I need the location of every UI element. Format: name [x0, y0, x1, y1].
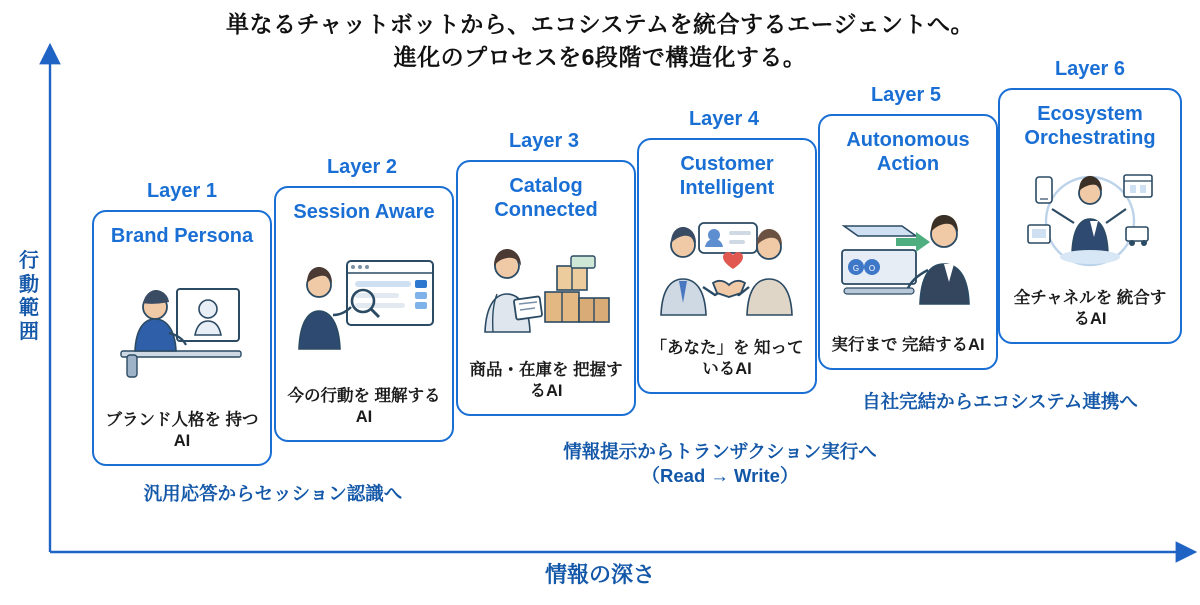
layer-3-caption-line-1: 商品・在庫を: [469, 361, 569, 380]
layer-4-title-line-1: Customer: [680, 153, 774, 175]
layer-2-illustration: [276, 224, 452, 386]
transition-note-1-line-1: 汎用応答からセッション認識へ: [143, 483, 403, 504]
y-axis-char-3: 範: [19, 297, 39, 320]
layer-1-title-line-2: Persona: [174, 225, 254, 247]
layer-2-caption-line-1: 今の行動を: [287, 387, 370, 406]
svg-text:O: O: [868, 264, 876, 273]
layer-6-illustration: [1000, 151, 1180, 289]
layer-4-title-line-2: Intelligent: [679, 177, 775, 200]
layer-5-tag: Layer 5: [870, 84, 942, 106]
layer-6-tag: Layer 6: [1054, 58, 1126, 80]
y-axis-char-4: 囲: [19, 320, 39, 343]
layer-1-tag: Layer 1: [146, 180, 218, 202]
layer-5-caption-line-2: 完結するAI: [902, 336, 985, 355]
layer-1-title-line-1: Brand: [110, 225, 169, 247]
layer-2-title-line-1: Session: [293, 201, 371, 223]
title-line-1: 単なるチャットボットから、エコシステムを統合するエージェントへ。: [225, 11, 975, 37]
layer-6-caption-line-1: 全チャネルを: [1013, 289, 1113, 308]
layer-3-title-line-2: Connected: [494, 199, 598, 222]
person-with-conveyor-belt-icon: [832, 204, 984, 308]
layer-2-title-line-2: Aware: [374, 201, 435, 223]
layer-2-caption: [276, 386, 452, 440]
layer-4-tag: Layer 4: [688, 108, 760, 130]
layer-6-caption: [1000, 288, 1180, 342]
layer-1-caption-line-2: 持つAI: [173, 411, 259, 451]
y-axis-label: [12, 250, 46, 344]
title-line-2: 進化のプロセスを6段階で構造化する。: [393, 43, 807, 70]
layer-3-card[interactable]: [456, 160, 636, 416]
layer-4-card[interactable]: [637, 138, 817, 394]
layer-6-title-line-2: Orchestrating: [1024, 127, 1156, 150]
layer-4-caption-line-2: 知っているAI: [702, 339, 804, 379]
layer-3-caption-line-2: 把握するAI: [529, 361, 623, 401]
layer-6-title-line-1: Ecosystem: [1037, 103, 1143, 125]
layer-1-illustration: [94, 248, 270, 410]
layer-1-caption-line-1: ブランド人格を: [105, 411, 221, 430]
transition-note-2-line-1: 情報提示からトランザクション実行へ: [563, 441, 877, 462]
person-at-desk-with-portrait-icon: [107, 277, 257, 381]
layer-5-title-line-1: Autonomous: [846, 129, 970, 151]
person-with-browser-window-icon: [289, 253, 439, 357]
layer-5-illustration: [820, 177, 996, 335]
layer-3-title: [458, 174, 634, 223]
y-axis-char-1: 行: [19, 250, 39, 272]
layer-3-title-line-1: Catalog: [509, 175, 583, 197]
layer-3-illustration: [458, 223, 634, 361]
layer-3-tag: Layer 3: [508, 130, 580, 152]
handshake-with-profile-card-icon: [651, 217, 803, 323]
layer-5-caption: [825, 335, 990, 368]
svg-text:G: G: [852, 264, 860, 273]
layer-6-caption-line-2: 統合するAI: [1073, 289, 1167, 329]
transition-note-2-line-2: （Read → Write）: [641, 464, 799, 486]
layer-5-title: [820, 128, 996, 177]
layer-4-title: [639, 152, 815, 201]
layer-2-tag: Layer 2: [326, 156, 398, 178]
layer-4-caption-line-1: 「あなた」を: [650, 339, 750, 358]
layer-2-caption-line-2: 理解するAI: [355, 387, 441, 427]
person-orchestrating-devices-icon: [1012, 165, 1168, 275]
layer-6-title: [1000, 102, 1180, 151]
transition-note-3: [830, 390, 1170, 414]
layer-1-card[interactable]: [92, 210, 272, 466]
transition-note-2: [520, 440, 920, 487]
layer-6-card[interactable]: [998, 88, 1182, 344]
transition-note-3-line-1: 自社完結からエコシステム連携へ: [862, 391, 1138, 412]
layer-4-illustration: [639, 201, 815, 339]
layer-1-title: [105, 224, 259, 248]
y-axis-char-2: 動: [19, 273, 39, 296]
layer-1-caption: [94, 410, 270, 464]
layer-2-card[interactable]: [274, 186, 454, 442]
layer-5-caption-line-1: 実行まで: [831, 336, 898, 355]
x-axis-label: 情報の深さ: [544, 562, 655, 587]
transition-note-1: [108, 482, 438, 506]
person-with-clipboard-and-boxes-icon: [471, 240, 621, 344]
layer-4-caption: [639, 338, 815, 392]
layer-5-title-line-2: Action: [876, 153, 940, 176]
layer-3-caption: [458, 360, 634, 414]
layer-2-title: [287, 200, 440, 224]
layer-5-card[interactable]: [818, 114, 998, 370]
